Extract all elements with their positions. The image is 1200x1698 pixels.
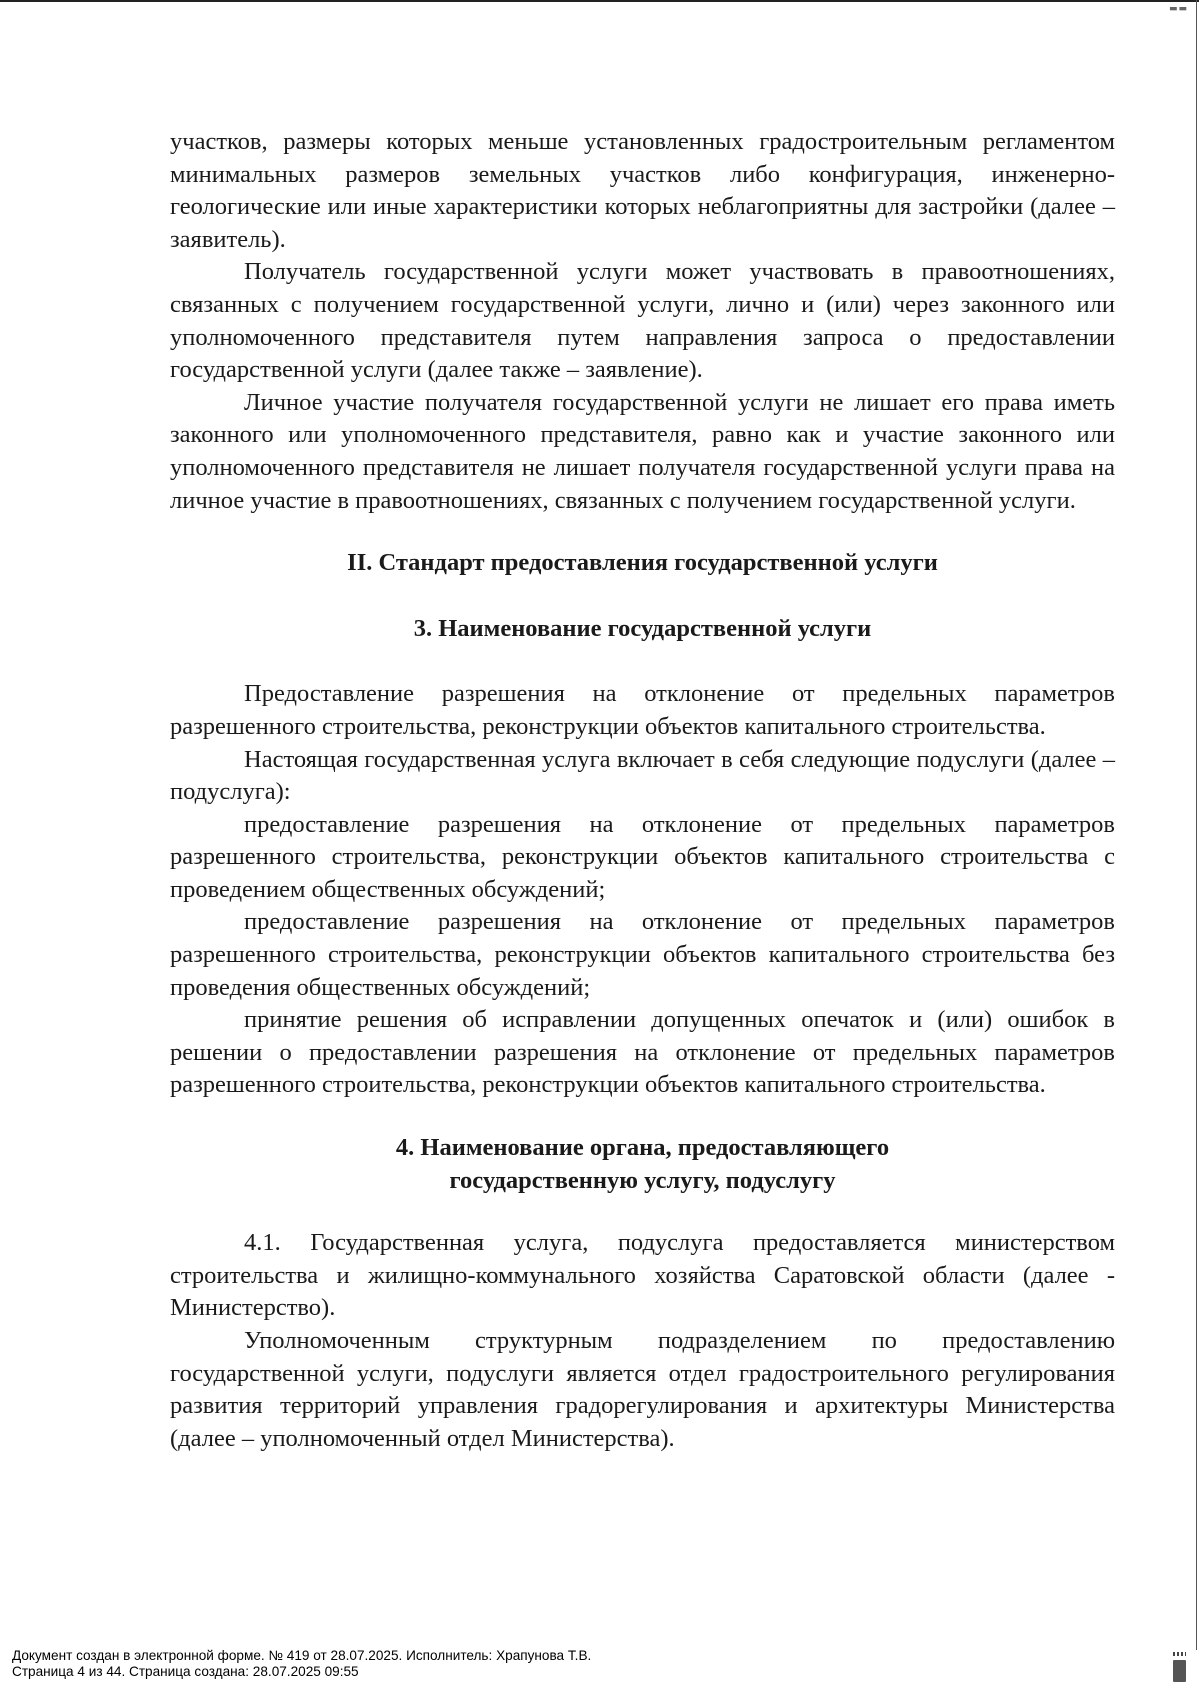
- paragraph-intro-2: Получатель государственной услуги может участвовать в правоотношениях, связанных с получением государственной услуги, лично и (или) через законного или уполномоченного представителя путем направления запроса о предоставлении государственной услуги (далее также – заявление).: [170, 258, 1115, 384]
- subsection-3-paragraph-2: Настоящая государственная услуга включает в себя следующие подуслуги (далее – подуслуга):: [170, 745, 1115, 806]
- document-stamp-icon: [1173, 1652, 1186, 1682]
- section-title: II. Стандарт предоставления государственной услуги: [347, 549, 938, 577]
- subsection-4-title-line-1: 4. Наименование органа, предоставляющего: [395, 1134, 890, 1162]
- paragraph-intro-1: участков, размеры которых меньше установленных градостроительным регламентом минимальных размеров земельных участков либо конфигурация, инженерно-геологические или иные характеристики которых неблагоприятны для застройки (далее – заявитель).: [170, 128, 1115, 253]
- footer-line-2: Страница 4 из 44. Страница создана: 28.07.2025 09:55: [12, 1664, 359, 1679]
- document-body: [170, 126, 1115, 1455]
- subsection-4-paragraph-1: 4.1. Государственная услуга, подуслуга предоставляется министерством строительства и жилищно-коммунального хозяйства Саратовской области (далее - Министерство).: [170, 1229, 1115, 1322]
- subsection-3-paragraph-1: Предоставление разрешения на отклонение от предельных параметров разрешенного строительства, реконструкции объектов капитального строительства.: [170, 680, 1115, 740]
- scan-corner-mark-icon: ▬▬: [1168, 4, 1188, 14]
- subsection-3-title: 3. Наименование государственной услуги: [413, 614, 872, 642]
- document-footer: [12, 1648, 591, 1680]
- paragraph-intro-3: Личное участие получателя государственной услуги не лишает его права иметь законного или уполномоченного представителя, равно как и участие законного или уполномоченного представителя не лишает получателя государственной услуги права на личное участие в правоотношениях, связанных с получением государственной услуги.: [170, 388, 1115, 514]
- footer-line-1: Документ создан в электронной форме. № 419 от 28.07.2025. Исполнитель: Храпунова Т.В.: [12, 1648, 592, 1663]
- subsection-4-title-line-2: государственную услугу, подуслугу: [449, 1166, 836, 1194]
- page-top-border: [0, 0, 1199, 2]
- subsection-3-list-item-2: предоставление разрешения на отклонение от предельных параметров разрешенного строительства, реконструкции объектов капитального строительства без проведения общественных обсуждений;: [170, 908, 1115, 1001]
- subsection-4-paragraph-2: Уполномоченным структурным подразделением по предоставлению государственной услуги, подуслуги является отдел градостроительного регулирования развития территорий управления градорегулирования и архитектуры Министерства (далее – уполномоченный отдел Министерства).: [170, 1327, 1115, 1452]
- subsection-3-list-item-1: предоставление разрешения на отклонение от предельных параметров разрешенного строительства, реконструкции объектов капитального строительства с проведением общественных обсуждений;: [170, 810, 1115, 903]
- page-right-border: [1196, 0, 1197, 1650]
- subsection-3-list-item-3: принятие решения об исправлении допущенных опечаток и (или) ошибок в решении о предоставлении разрешения на отклонение от предельных параметров разрешенного строительства, реконструкции объектов капитального строительства.: [170, 1006, 1115, 1099]
